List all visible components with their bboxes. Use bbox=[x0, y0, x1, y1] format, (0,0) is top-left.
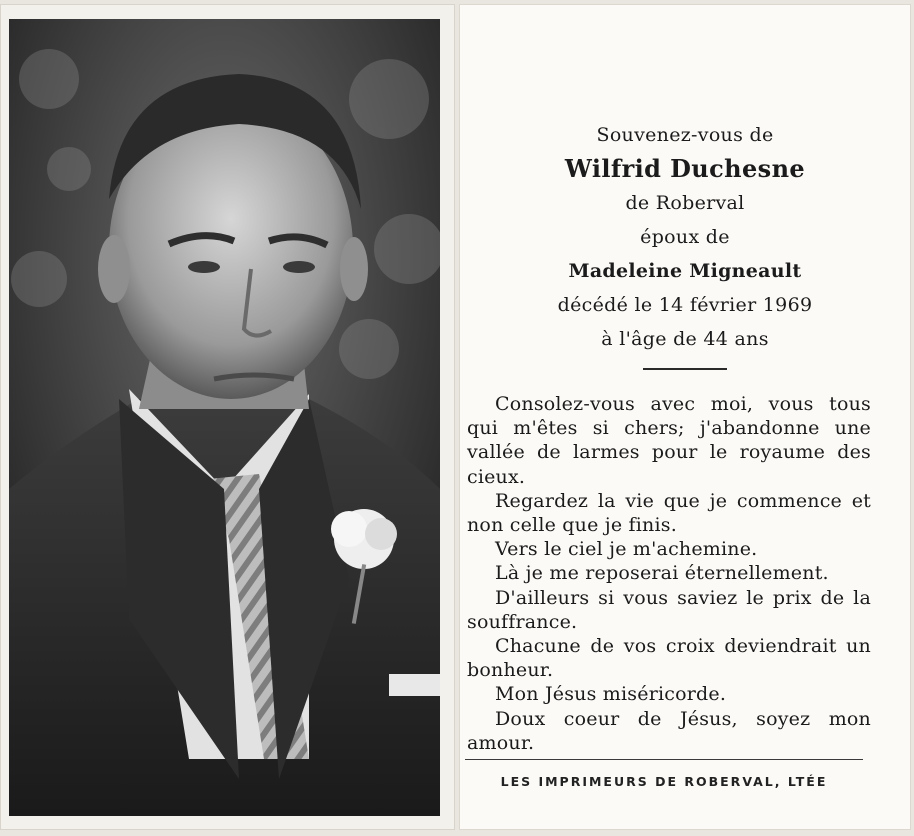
prayer-paragraph: Là je me reposerai éternellement. bbox=[495, 562, 829, 585]
prayer-paragraph: Consolez-vous avec moi, vous tous qui m'êtes si chers; j'abandonne une vallée de larmes pour le royaume des cieux. bbox=[467, 393, 871, 488]
death-date-line: décédé le 14 février 1969 bbox=[557, 294, 813, 316]
deceased-name: Wilfrid Duchesne bbox=[564, 154, 806, 183]
spouse-of-line: époux de bbox=[640, 226, 730, 248]
header-divider bbox=[643, 368, 727, 370]
memorial-card bbox=[459, 4, 911, 830]
photo-card bbox=[0, 4, 455, 830]
prayer-paragraph: Chacune de vos croix deviendrait un bonheur. bbox=[467, 635, 871, 682]
prayer-paragraph: Vers le ciel je m'achemine. bbox=[495, 538, 758, 561]
prayer-paragraph: Mon Jésus miséricorde. bbox=[495, 683, 727, 706]
origin-line: de Roberval bbox=[625, 192, 745, 214]
portrait-photo bbox=[9, 19, 440, 816]
prayer-paragraph: D'ailleurs si vous saviez le prix de la souffrance. bbox=[467, 586, 871, 633]
age-line: à l'âge de 44 ans bbox=[601, 328, 769, 350]
remember-line: Souvenez-vous de bbox=[596, 124, 774, 146]
prayer-paragraph: Regardez la vie que je commence et non celle que je finis. bbox=[467, 489, 871, 537]
memorial-header bbox=[459, 118, 911, 370]
prayer-text bbox=[467, 392, 871, 755]
portrait-illustration bbox=[9, 19, 440, 816]
prayer-paragraph: Doux coeur de Jésus, soyez mon amour. bbox=[467, 707, 871, 754]
footer-divider bbox=[465, 759, 863, 760]
spouse-name: Madeleine Migneault bbox=[568, 260, 802, 282]
printer-credit: LES IMPRIMEURS DE ROBERVAL, LTÉE bbox=[500, 774, 828, 789]
